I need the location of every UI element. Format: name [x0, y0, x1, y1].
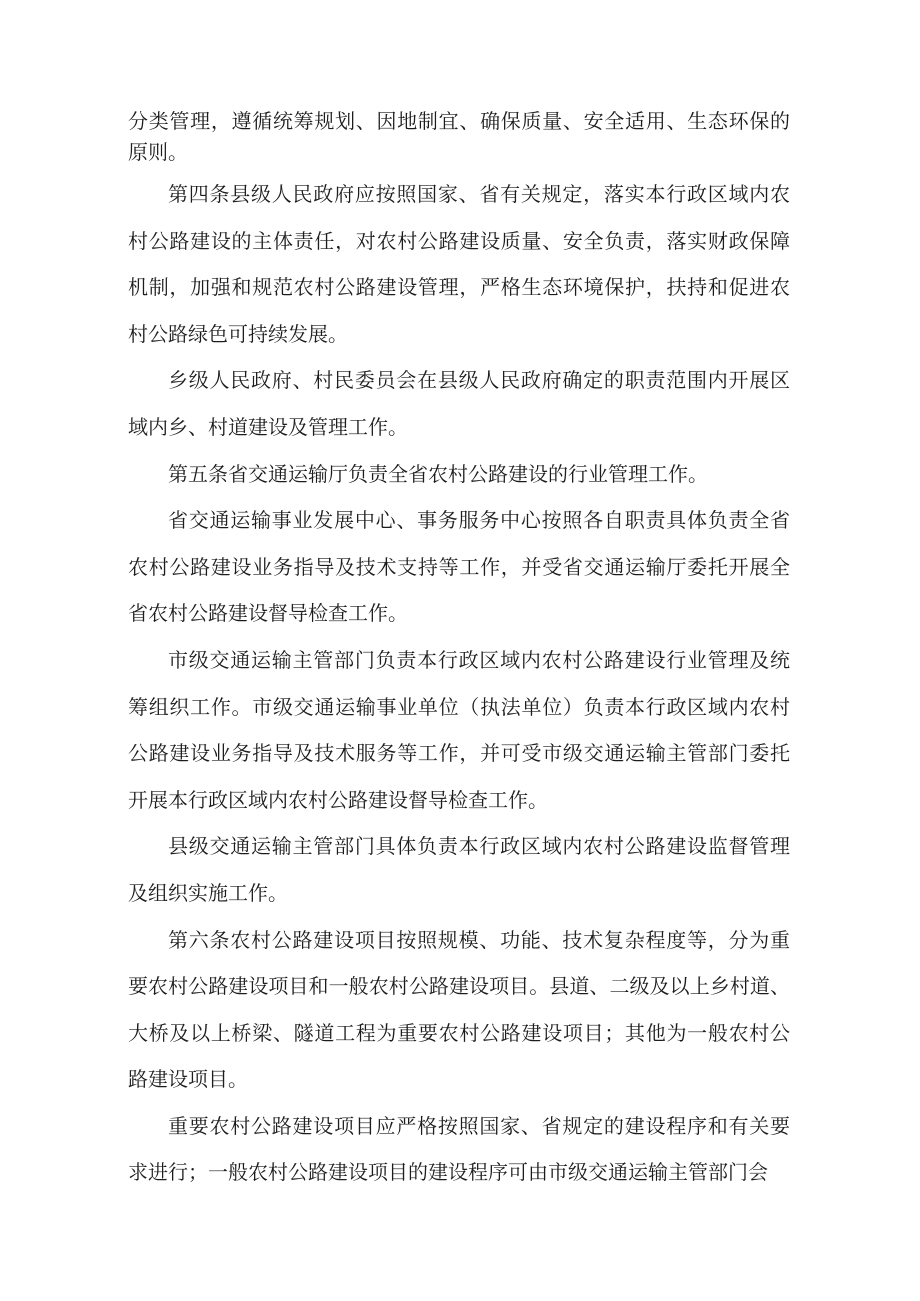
- text-line: 市级交通运输主管部门负责本行政区域内农村公路建设行业管理及统: [168, 649, 790, 672]
- text-line: 乡级人民政府、村民委员会在县级人民政府确定的职责范围内开展区: [168, 370, 790, 393]
- paragraph-principles-continued: [128, 107, 790, 169]
- paragraph-article-5-4: [128, 824, 790, 917]
- text-line: 求进行；一般农村公路建设项目的建设程序可由市级交通运输主管部门会: [128, 1162, 768, 1185]
- text-line: 开展本行政区域内农村公路建设督导检查工作。: [128, 789, 548, 812]
- text-line: 第六条农村公路建设项目按照规模、功能、技术复杂程度等，分为重: [168, 929, 790, 952]
- text-line: 省农村公路建设督导检查工作。: [128, 603, 408, 626]
- text-line: 公路建设业务指导及技术服务等工作，并可受市级交通运输主管部门委托: [128, 743, 790, 766]
- paragraph-article-5-1: [128, 452, 790, 499]
- text-line: 省交通运输事业发展中心、事务服务中心按照各自职责具体负责全省: [168, 510, 790, 533]
- text-line: 村公路绿色可持续发展。: [128, 323, 348, 346]
- text-line: 机制，加强和规范农村公路建设管理，严格生态环境保护，扶持和促进农: [128, 277, 790, 300]
- text-line: 农村公路建设业务指导及技术支持等工作，并受省交通运输厅委托开展全: [128, 556, 790, 579]
- text-line: 筹组织工作。市级交通运输事业单位（执法单位）负责本行政区域内农村: [128, 696, 790, 719]
- paragraph-article-4-2: [128, 358, 790, 451]
- paragraph-article-6-1: [128, 918, 790, 1104]
- text-line: 村公路建设的主体责任，对农村公路建设质量、安全负责，落实财政保障: [128, 230, 790, 253]
- text-line: 原则。: [128, 142, 188, 164]
- paragraph-article-5-2: [128, 498, 790, 638]
- text-line: 县级交通运输主管部门具体负责本行政区域内农村公路建设监督管理: [168, 836, 790, 859]
- text-line: 第四条县级人民政府应按照国家、省有关规定，落实本行政区域内农: [168, 184, 790, 206]
- text-line: 第五条省交通运输厅负责全省农村公路建设的行业管理工作。: [168, 463, 708, 486]
- document-content: [128, 107, 790, 1197]
- paragraph-article-4-1: [128, 172, 790, 358]
- text-line: 域内乡、村道建设及管理工作。: [128, 416, 408, 439]
- paragraph-article-6-2: [128, 1104, 790, 1197]
- text-line: 分类管理，遵循统筹规划、因地制宜、确保质量、安全适用、生态环保的: [128, 111, 790, 133]
- text-line: 及组织实施工作。: [128, 882, 288, 905]
- paragraph-article-5-3: [128, 638, 790, 824]
- text-line: 重要农村公路建设项目应严格按照国家、省规定的建设程序和有关要: [168, 1115, 790, 1138]
- text-line: 要农村公路建设项目和一般农村公路建设项目。县道、二级及以上乡村道、: [128, 976, 790, 999]
- text-line: 大桥及以上桥梁、隧道工程为重要农村公路建设项目；其他为一般农村公: [128, 1022, 790, 1045]
- text-line: 路建设项目。: [128, 1069, 248, 1092]
